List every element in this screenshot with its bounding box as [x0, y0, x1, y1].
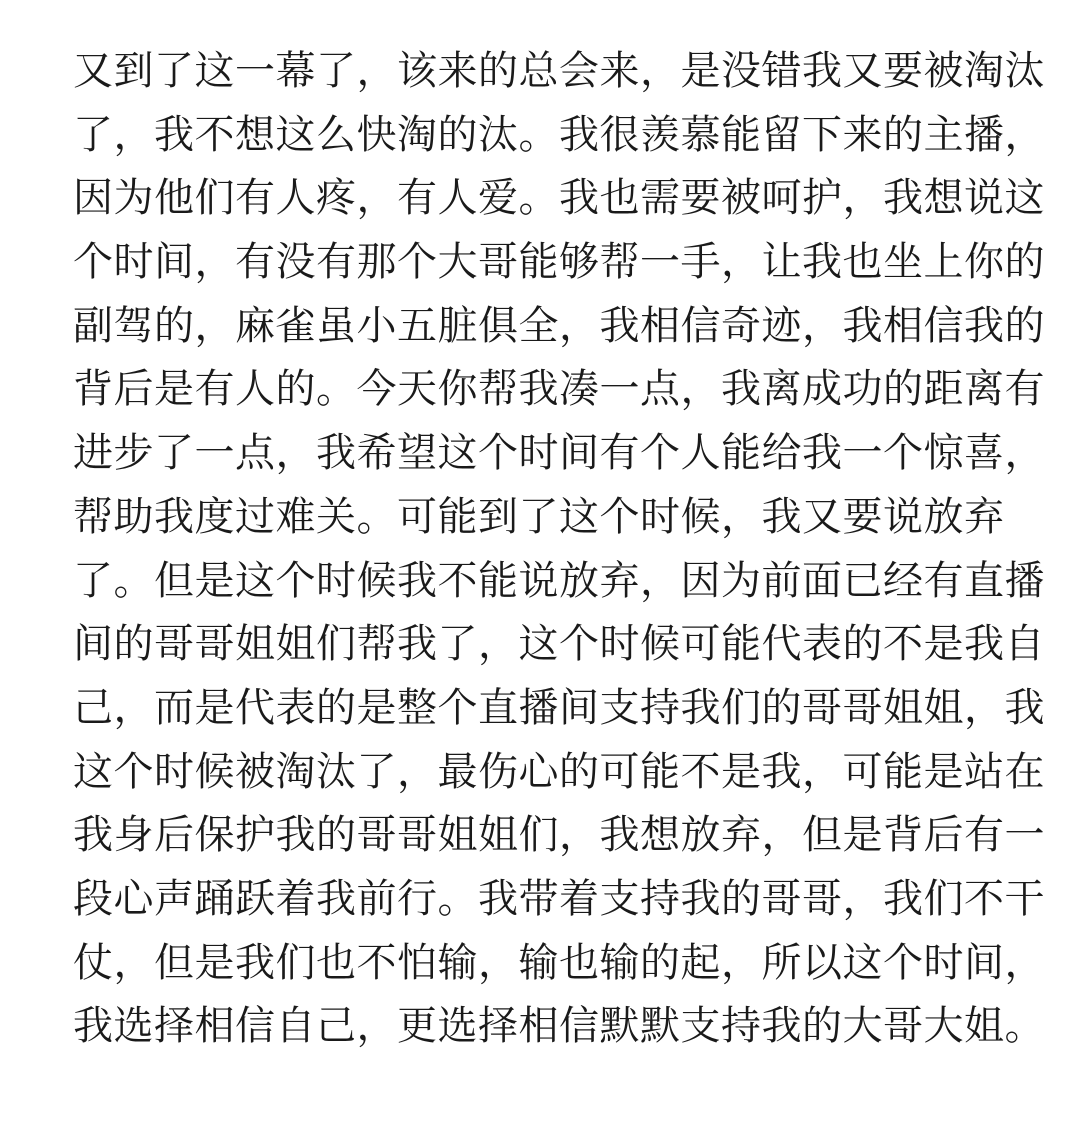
- text-line: 了。但是这个时候我不能说放弃，因为前面已经有直播: [73, 557, 1045, 604]
- text-line: 副驾的，麻雀虽小五脏俱全，我相信奇迹，我相信我的: [73, 302, 1045, 349]
- text-line: 己，而是代表的是整个直播间支持我们的哥哥姐姐，我: [73, 684, 1045, 731]
- text-line: 个时间，有没有那个大哥能够帮一手，让我也坐上你的: [73, 239, 1045, 286]
- text-line: 段心声踊跃着我前行。我带着支持我的哥哥，我们不干: [73, 875, 1045, 922]
- text-line: 背后是有人的。今天你帮我凑一点，我离成功的距离有: [73, 366, 1045, 413]
- text-line: 又到了这一幕了，该来的总会来，是没错我又要被淘汰: [73, 48, 1045, 94]
- text-line: 帮助我度过难关。可能到了这个时候，我又要说放弃: [73, 493, 1005, 540]
- text-line: 我身后保护我的哥哥姐姐们，我想放弃，但是背后有一: [73, 812, 1045, 859]
- text-line: 仗，但是我们也不怕输，输也输的起，所以这个时间，: [73, 939, 1045, 986]
- text-line: 这个时候被淘汰了，最伤心的可能不是我，可能是站在: [73, 748, 1045, 795]
- text-line: 因为他们有人疼，有人爱。我也需要被呵护，我想说这: [73, 175, 1045, 222]
- text-line: 我选择相信自己，更选择相信默默支持我的大哥大姐。: [73, 1003, 1045, 1050]
- text-line: 进步了一点，我希望这个时间有个人能给我一个惊喜，: [73, 430, 1045, 477]
- text-line: 了，我不想这么快淘的汰。我很羡慕能留下来的主播，: [73, 111, 1045, 158]
- text-line: 间的哥哥姐姐们帮我了，这个时候可能代表的不是我自: [73, 621, 1045, 668]
- paragraph: [73, 40, 1045, 1059]
